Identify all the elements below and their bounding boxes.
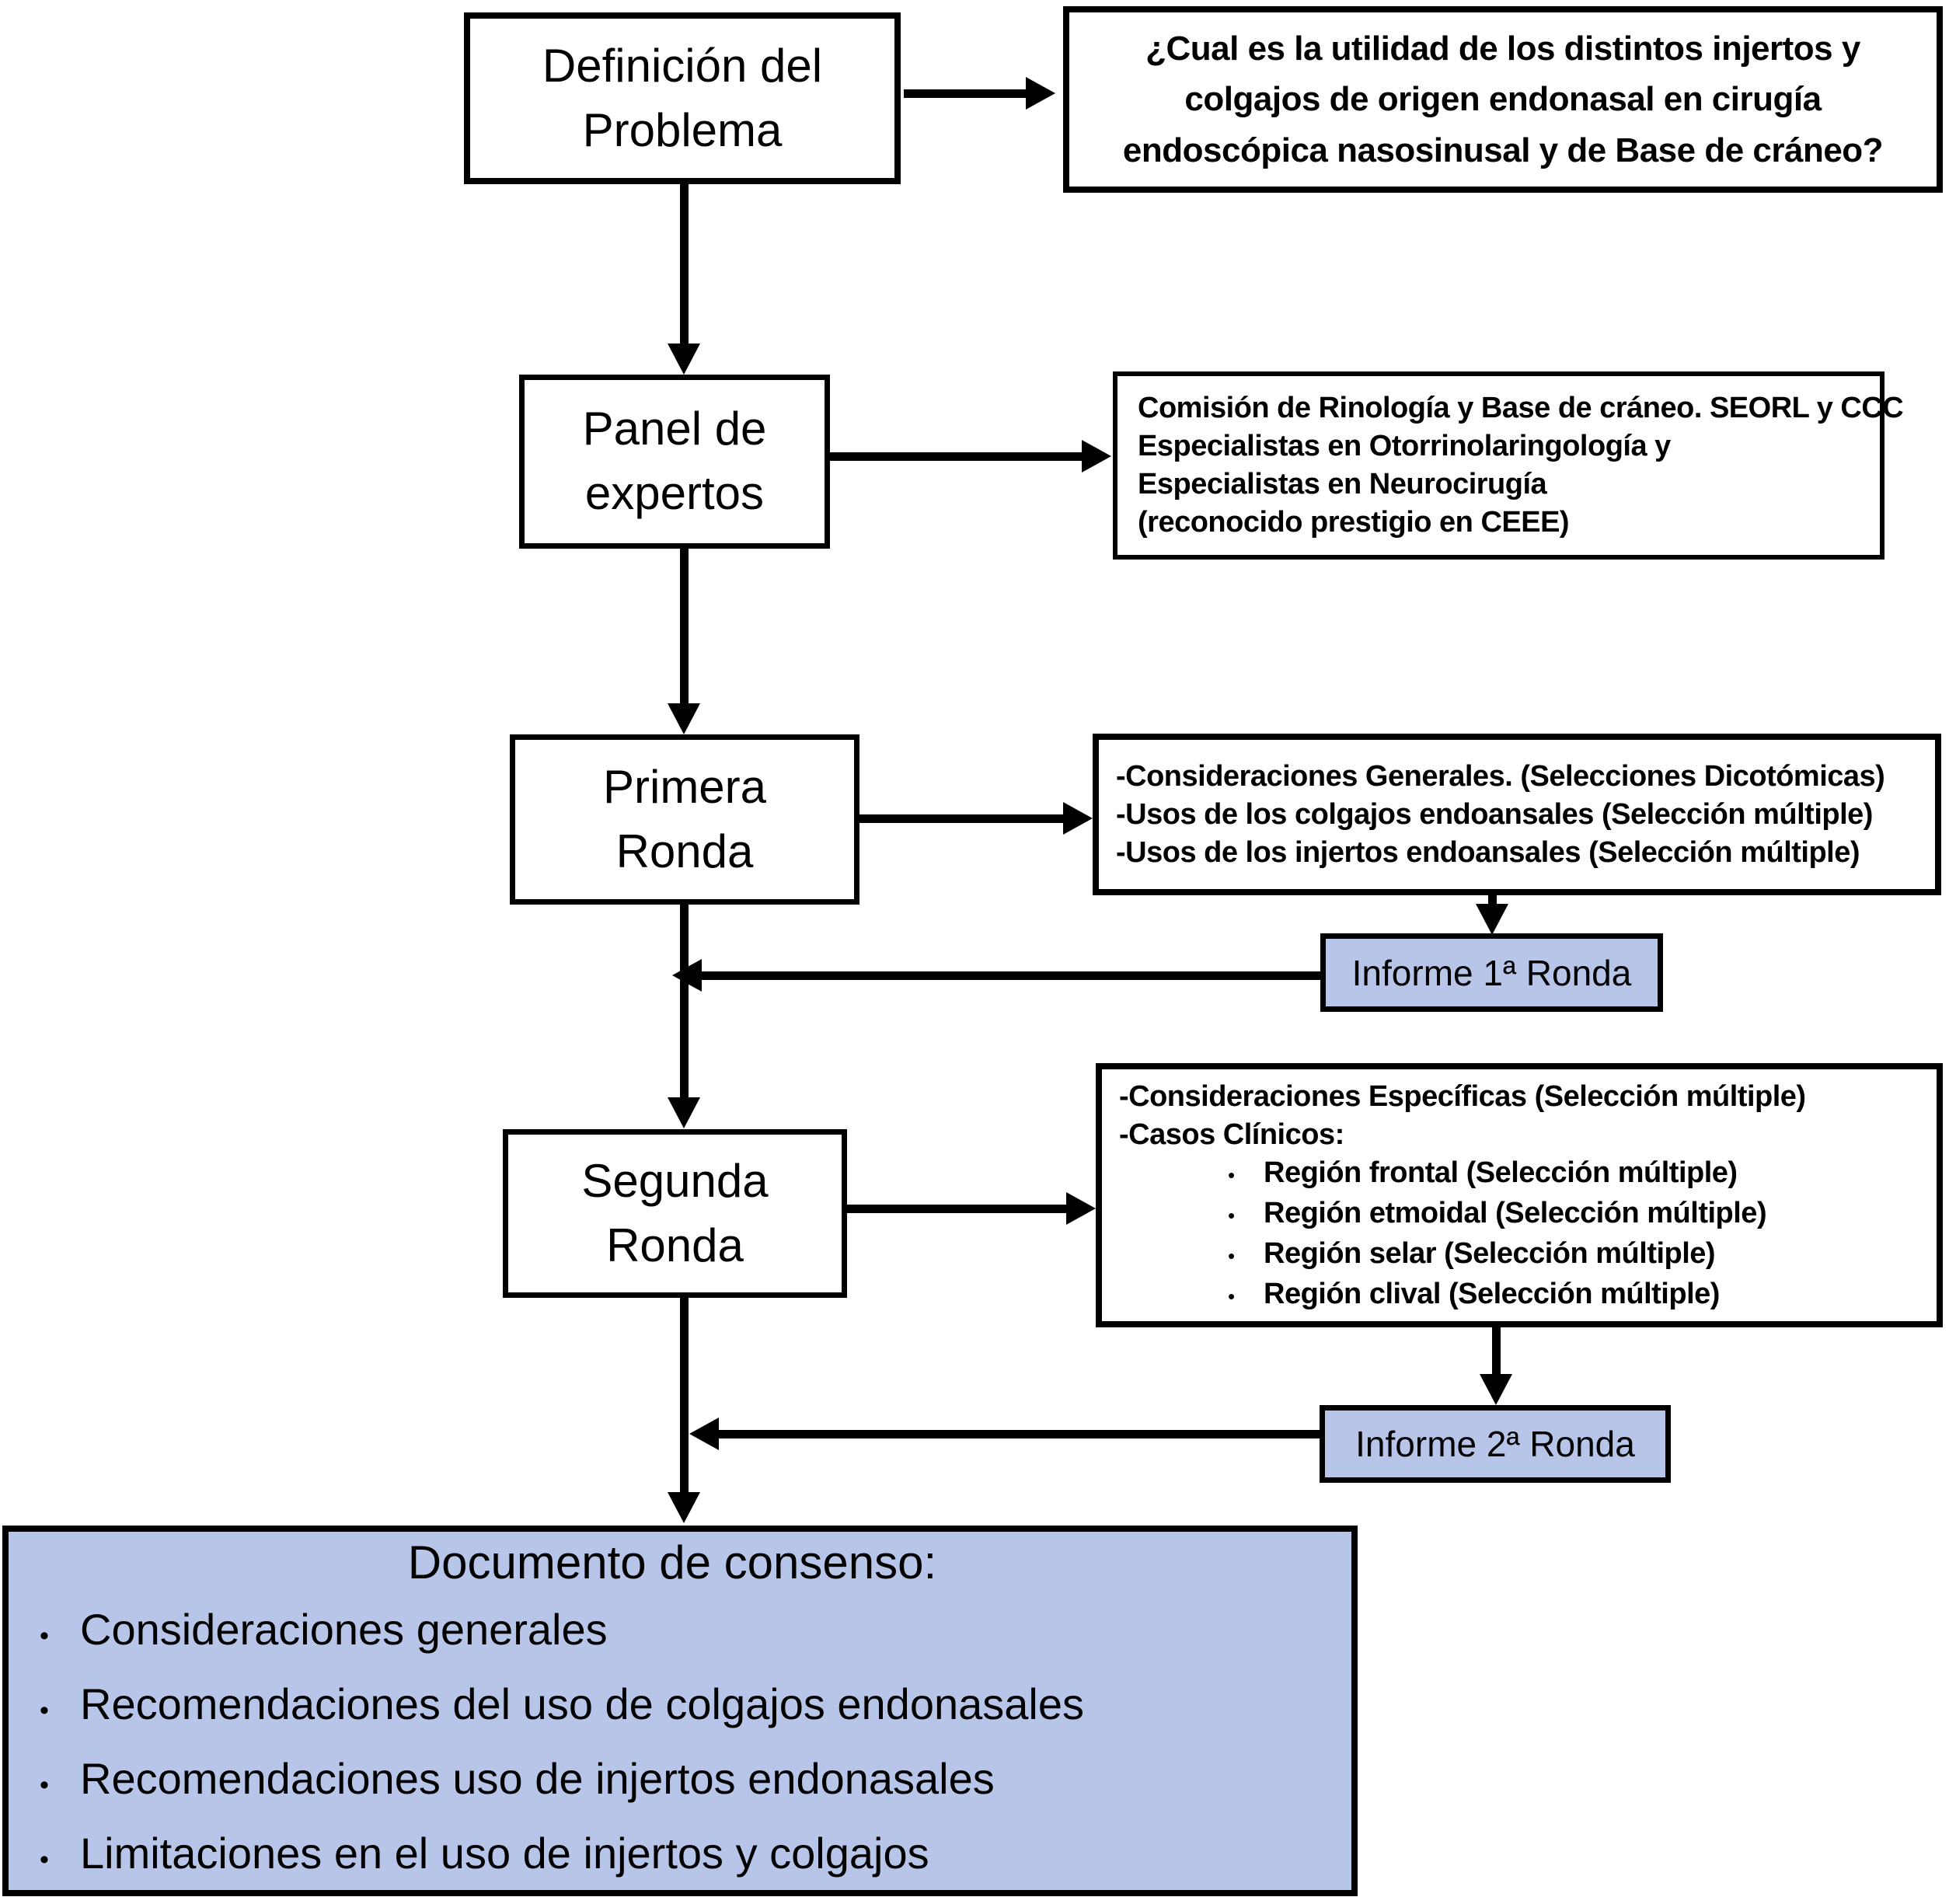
clinical-case-row xyxy=(1228,1154,1738,1194)
arrow-shaft xyxy=(847,1205,1066,1213)
consensus-item-row xyxy=(9,1819,929,1894)
bullet-icon: • xyxy=(1228,1163,1236,1187)
bullet-icon: • xyxy=(40,1695,49,1725)
second-round-item: -Casos Clínicos: xyxy=(1119,1118,1344,1151)
commission-line: Especialistas en Neurocirugía xyxy=(1138,468,1547,500)
consensus-item-label: Limitaciones en el uso de injertos y colgajos xyxy=(80,1828,929,1878)
commission-line: (reconocido prestigio en CEEE) xyxy=(1138,506,1570,539)
arrowhead-right-icon xyxy=(1082,440,1111,473)
arrow-shaft xyxy=(680,1298,689,1494)
arrow-shaft xyxy=(702,971,1320,980)
arrowhead-down-icon xyxy=(1476,904,1508,935)
first-round-report-label: Informe 1ª Ronda xyxy=(1351,952,1632,993)
first-round-item: -Usos de los injertos endoansales (Selección múltiple) xyxy=(1116,835,1860,869)
bullet-icon: • xyxy=(1228,1244,1236,1268)
second-round-item: -Consideraciones Específicas (Selección múltiple) xyxy=(1119,1080,1806,1113)
second-round-report-label: Informe 2ª Ronda xyxy=(1355,1424,1635,1464)
box-second-round xyxy=(503,1129,847,1298)
clinical-case-label: Región clival (Selección múltiple) xyxy=(1264,1278,1720,1310)
arrowhead-right-icon xyxy=(1066,1192,1096,1225)
box-second-round-items xyxy=(1096,1063,1943,1327)
consensus-item-row xyxy=(9,1745,995,1819)
arrowhead-down-icon xyxy=(668,703,700,734)
bullet-icon: • xyxy=(1228,1204,1236,1227)
arrow-shaft xyxy=(719,1430,1320,1438)
clinical-case-label: Región etmoidal (Selección múltiple) xyxy=(1264,1197,1767,1229)
bullet-icon: • xyxy=(1228,1285,1236,1308)
box-first-round xyxy=(510,734,859,905)
consensus-item-label: Recomendaciones uso de injertos endonasales xyxy=(80,1753,995,1803)
consensus-item-label: Consideraciones generales xyxy=(80,1604,608,1654)
box-consensus-document xyxy=(2,1526,1358,1896)
arrow-shaft xyxy=(680,905,689,1099)
first-round-label: Primera Ronda xyxy=(602,760,767,877)
arrowhead-down-icon xyxy=(668,1492,700,1523)
box-first-round-items xyxy=(1093,734,1941,895)
box-commission xyxy=(1113,371,1904,560)
arrow-shaft xyxy=(680,183,689,345)
clinical-case-row xyxy=(1228,1275,1720,1316)
problem-definition-label: Definición del Problema xyxy=(542,39,823,156)
arrow-shaft xyxy=(830,452,1082,461)
expert-panel-label: Panel de expertos xyxy=(582,403,767,519)
consensus-title: Documento de consenso: xyxy=(407,1536,937,1588)
arrowhead-right-icon xyxy=(1026,77,1055,110)
arrow-shaft xyxy=(680,548,689,705)
commission-line: Comisión de Rinología y Base de cráneo. SEORL y CCC xyxy=(1138,392,1904,424)
bullet-icon: • xyxy=(40,1844,49,1874)
clinical-case-label: Región frontal (Selección múltiple) xyxy=(1264,1156,1738,1189)
box-problem-definition xyxy=(464,12,901,184)
arrowhead-right-icon xyxy=(1063,802,1093,835)
arrow-shaft xyxy=(904,89,1026,98)
first-round-item: -Usos de los colgajos endoansales (Selección múltiple) xyxy=(1116,797,1873,831)
arrow-shaft xyxy=(859,814,1063,823)
box-expert-panel xyxy=(519,375,830,549)
box-second-round-report xyxy=(1320,1405,1671,1483)
bullet-icon: • xyxy=(40,1620,49,1651)
research-question-text: ¿Cual es la utilidad de los distintos injertos y colgajos de origen endonasal en cirugía endoscópica nasosinusal y de Base de cráneo? xyxy=(1122,30,1884,169)
commission-line: Especialistas en Otorrinolaringología y xyxy=(1138,430,1671,462)
bullet-icon: • xyxy=(40,1770,49,1800)
arrow-shaft xyxy=(1492,1327,1501,1376)
consensus-item-row xyxy=(9,1595,608,1670)
arrowhead-down-icon xyxy=(1480,1374,1512,1405)
box-research-question xyxy=(1063,6,1943,193)
box-first-round-report xyxy=(1320,933,1663,1012)
consensus-item-label: Recomendaciones del uso de colgajos endonasales xyxy=(80,1679,1084,1728)
consensus-item-row xyxy=(9,1670,1084,1745)
clinical-case-label: Región selar (Selección múltiple) xyxy=(1264,1237,1716,1270)
arrowhead-left-icon xyxy=(689,1418,719,1450)
arrowhead-down-icon xyxy=(668,1097,700,1128)
clinical-case-row xyxy=(1228,1235,1715,1275)
clinical-case-row xyxy=(1228,1194,1766,1235)
first-round-item: -Consideraciones Generales. (Selecciones Dicotómicas) xyxy=(1116,759,1885,793)
second-round-label: Segunda Ronda xyxy=(581,1154,769,1271)
arrowhead-down-icon xyxy=(668,343,700,375)
